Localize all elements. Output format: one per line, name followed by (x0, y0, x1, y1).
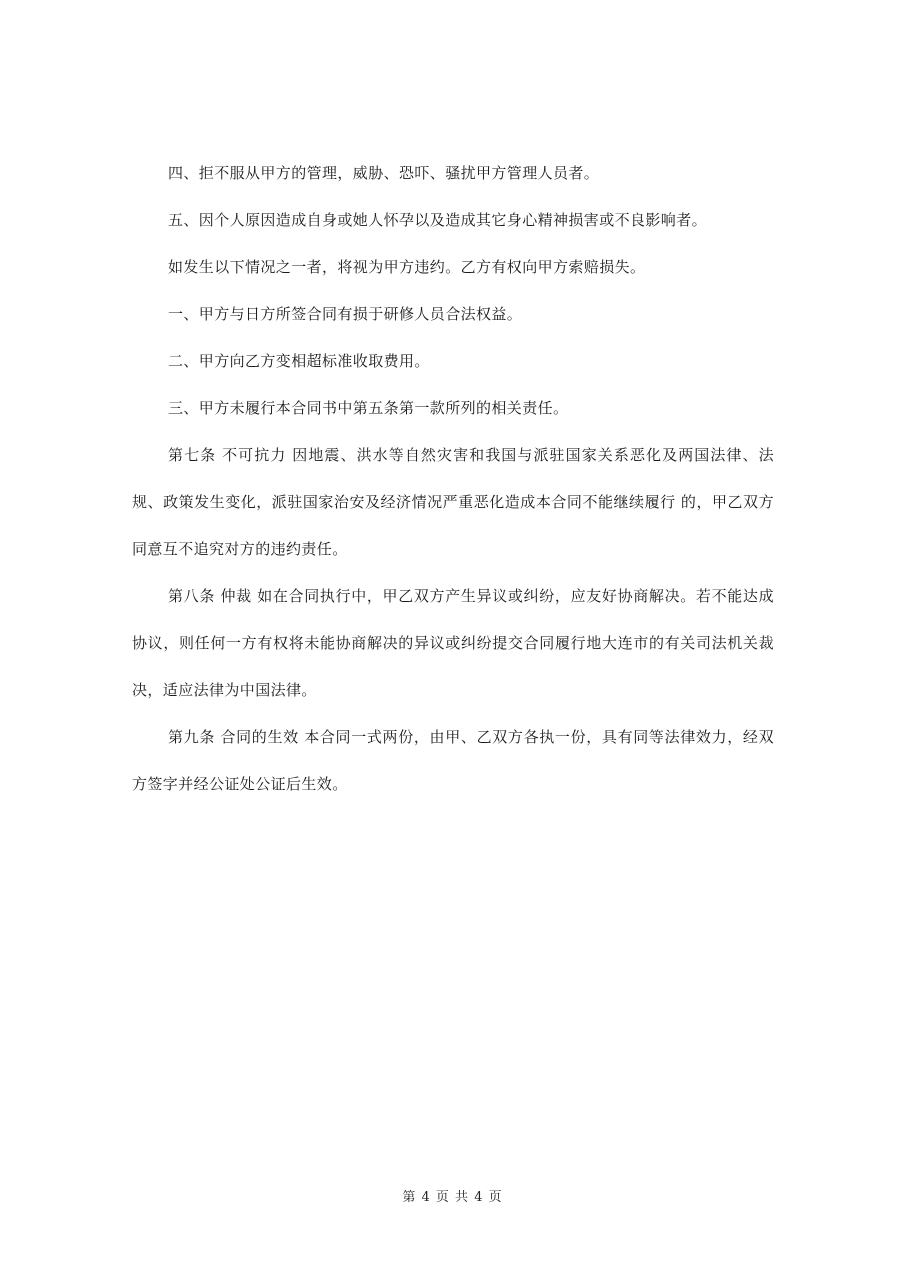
paragraph-party-a-breach-intro: 如发生以下情况之一者，将视为甲方违约。乙方有权向甲方索赔损失。 (168, 258, 646, 276)
paragraph-breach-item-3: 三、甲方未履行本合同书中第五条第一款所列的相关责任。 (168, 399, 569, 417)
paragraph-personal-harm: 五、因个人原因造成自身或她人怀孕以及造成其它身心精神损害或不良影响者。 (168, 211, 708, 229)
document-body (132, 150, 774, 808)
paragraph-refuse-management: 四、拒不服从甲方的管理，威胁、恐吓、骚扰甲方管理人员者。 (168, 164, 600, 182)
article-7-force-majeure: 第七条 不可抗力 因地震、洪水等自然灾害和我国与派驻国家关系恶化及两国法律、法规、政策发生变化，派驻国家治安及经济情况严重恶化造成本合同不能继续履行 的，甲乙双方同意互不追究对方的违约责任。 (132, 446, 774, 558)
paragraph-breach-item-2: 二、甲方向乙方变相超标准收取费用。 (168, 352, 430, 370)
article-9-effectiveness: 第九条 合同的生效 本合同一式两份，由甲、乙双方各执一份，具有同等法律效力，经双方签字并经公证处公证后生效。 (132, 728, 774, 793)
paragraph-breach-item-1: 一、甲方与日方所签合同有损于研修人员合法权益。 (168, 305, 523, 323)
page-number-footer: 第 4 页 共 4 页 (402, 1190, 503, 1205)
article-8-arbitration: 第八条 仲裁 如在合同执行中，甲乙双方产生异议或纠纷，应友好协商解决。若不能达成协议，则任何一方有权将未能协商解决的异议或纠纷提交合同履行地大连市的有关司法机关裁决，适应法律为中国法律。 (132, 587, 774, 699)
